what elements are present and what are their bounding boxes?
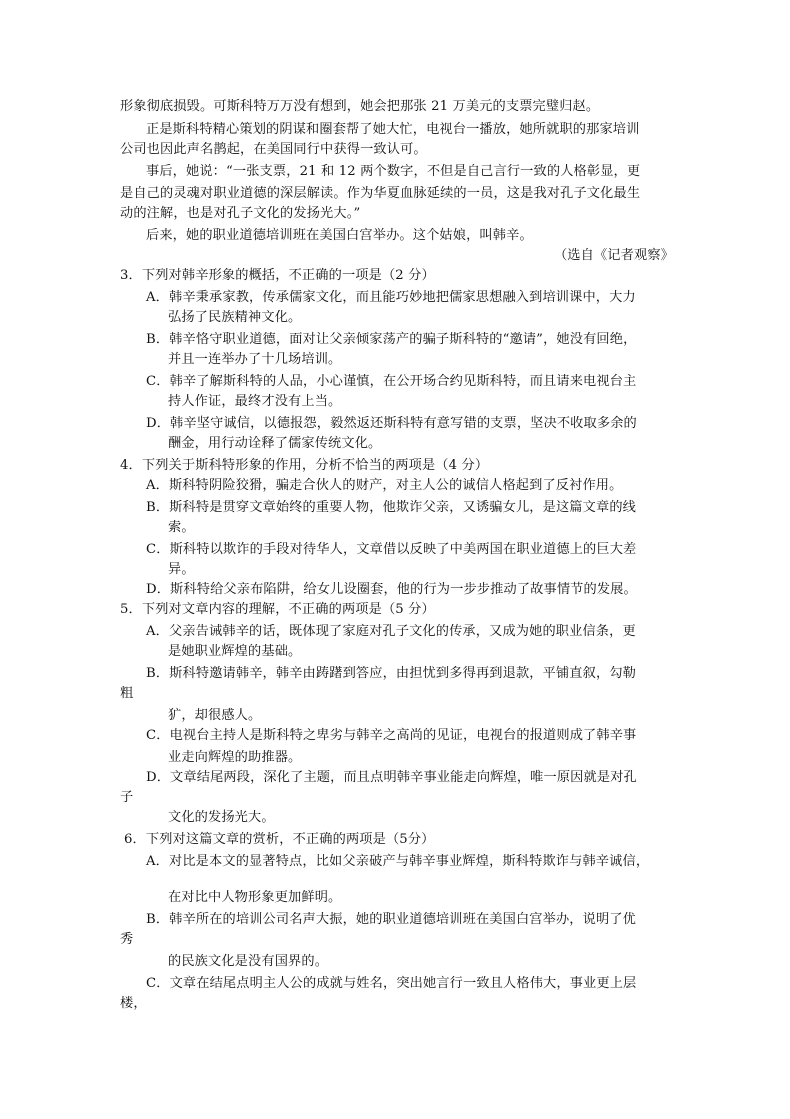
question-5-option-d: 子 — [120, 790, 134, 805]
passage-line: 形象彻底损毁。可斯科特万万没有想到，她会把那张 21 万美元的支票完璧归赵。 — [120, 99, 600, 114]
question-4-option-c: 异。 — [168, 562, 195, 577]
passage-line: 正是斯科特精心策划的阴谋和圈套帮了她大忙，电视台一播放，她所就职的那家培训 — [146, 122, 640, 137]
question-6-option-c: C．文章在结尾点明主人公的成就与姓名，突出她言行一致且人格伟大，事业更上层 — [146, 976, 637, 991]
question-3-option-b: B．韩辛恪守职业道德，面对让父亲倾家荡产的骗子斯科特的“邀请”，她没有回绝， — [146, 332, 637, 347]
question-4-stem: 4．下列关于斯科特形象的作用，分析不恰当的两项是（4 分） — [120, 458, 489, 473]
question-5-option-d: D．文章结尾两段，深化了主题，而且点明韩辛事业能走向辉煌，唯一原因就是对孔 — [146, 770, 637, 785]
question-6-option-a: A．对比是本文的显著特点，比如父亲破产与韩辛事业辉煌，斯科特欺诈与韩辛诚信， — [146, 854, 650, 869]
question-5-option-b: B．斯科特邀请韩辛，韩辛由踌躇到答应，由担忧到多得再到退款，平铺直叙，勾勒 — [146, 666, 636, 681]
question-5-stem: 5．下列对文章内容的理解，不正确的两项是（5 分） — [120, 602, 435, 617]
passage-source: （选自《记者观察》 — [553, 248, 674, 263]
question-4-option-b: B．斯科特是贯穿文章始终的重要人物，他欺诈父亲，又诱骗女儿，是这篇文章的线 — [146, 500, 636, 515]
passage-line: 公司也因此声名鹊起，在美国同行中获得一致认可。 — [120, 142, 427, 157]
passage-line: 后来，她的职业道德培训班在美国白宫举办。这个姑娘，叫韩辛。 — [146, 228, 533, 243]
question-5-option-c: C．电视台主持人是斯科特之卑劣与韩辛之高尚的见证，电视台的报道则成了韩辛事 — [146, 728, 637, 743]
question-5-option-c: 业走向辉煌的助推器。 — [168, 750, 302, 765]
question-3-option-d: 酬金，用行动诠释了儒家传统文化。 — [168, 436, 382, 451]
question-6-option-c: 楼， — [120, 996, 147, 1011]
passage-line: 事后，她说：“一张支票，21 和 12 两个数字，不但是自己言行一致的人格彰显，更 — [146, 164, 641, 179]
question-4-option-d: D．斯科特给父亲布陷阱，给女儿设圈套，他的行为一步步推动了故事情节的发展。 — [146, 582, 637, 597]
question-3-stem: 3．下列对韩辛形象的概括，不正确的一项是（2 分） — [120, 268, 435, 283]
question-3-option-c: 持人作证，最终才没有上当。 — [168, 394, 342, 409]
question-5-option-a: A．父亲告诫韩辛的话，既体现了家庭对孔子文化的传承，又成为她的职业信条，更 — [146, 624, 636, 639]
question-5-option-b: 粗 — [120, 686, 134, 701]
question-3-option-a: 弘扬了民族精神文化。 — [168, 310, 302, 325]
question-6-option-b: 秀 — [120, 932, 134, 947]
question-3-option-d: D．韩辛坚守诚信，以德报怨，毅然返还斯科特有意写错的支票，坚决不收取多余的 — [146, 416, 637, 431]
question-6-option-a: 在对比中人物形象更加鲜明。 — [168, 890, 342, 905]
question-3-option-b: 并且一连举办了十几场培训。 — [168, 352, 342, 367]
question-5-option-b: 犷，却很感人。 — [168, 708, 262, 723]
question-3-option-c: C．韩辛了解斯科特的人品，小心谨慎，在公开场合约见斯科特，而且请来电视台主 — [146, 374, 637, 389]
question-4-option-a: A．斯科特阴险狡猾，骗走合伙人的财产，对主人公的诚信人格起到了反衬作用。 — [146, 478, 623, 493]
question-5-option-a: 是她职业辉煌的基础。 — [168, 644, 302, 659]
passage-line: 是自己的灵魂对职业道德的深层解读。作为华夏血脉延续的一员，这是我对孔子文化最生 — [120, 186, 641, 201]
question-6-option-b: B．韩辛所在的培训公司名声大振，她的职业道德培训班在美国白宫举办，说明了优 — [146, 912, 636, 927]
question-4-option-c: C．斯科特以欺诈的手段对待华人，文章借以反映了中美两国在职业道德上的巨大差 — [146, 542, 637, 557]
question-4-option-b: 索。 — [168, 520, 195, 535]
question-3-option-a: A．韩辛秉承家教，传承儒家文化，而且能巧妙地把儒家思想融入到培训课中，大力 — [146, 290, 636, 305]
question-6-option-b: 的民族文化是没有国界的。 — [168, 954, 329, 969]
question-5-option-d: 文化的发扬光大。 — [168, 810, 275, 825]
passage-line: 动的注解，也是对孔子文化的发扬光大。” — [120, 206, 361, 221]
question-6-stem: 6．下列对这篇文章的赏析，不正确的两项是（5分） — [124, 832, 435, 847]
